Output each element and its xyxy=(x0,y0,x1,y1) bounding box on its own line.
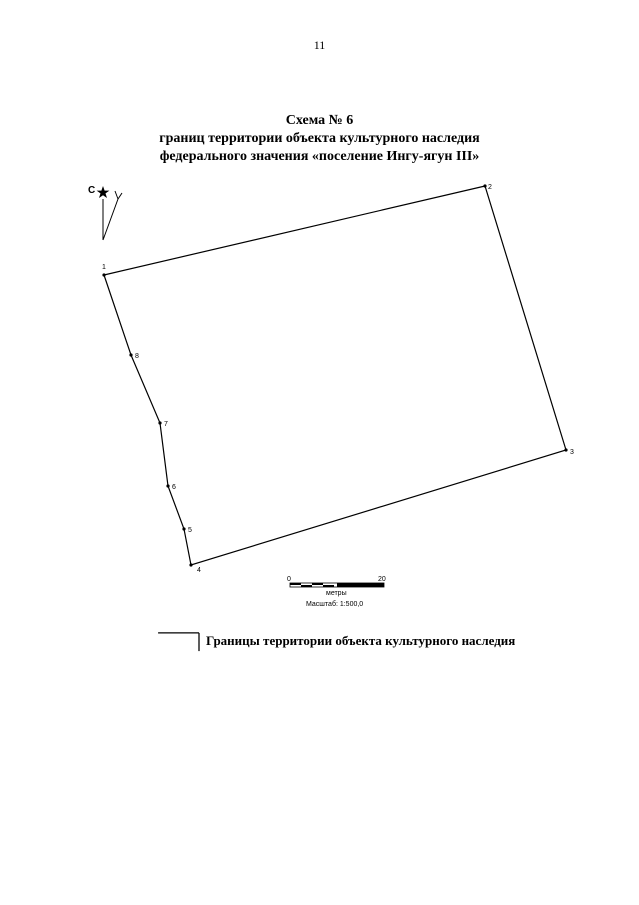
scale-segment xyxy=(301,585,312,587)
vertex-dot xyxy=(564,448,567,451)
vertex-point xyxy=(189,563,201,574)
page-number: 11 xyxy=(313,38,326,52)
title-line-1: Схема № 6 xyxy=(285,113,354,128)
title-line-2: границ территории объекта культурного наследия xyxy=(159,131,480,146)
vertex-point xyxy=(564,448,574,456)
vertex-dot xyxy=(483,184,486,187)
north-arrow-icon xyxy=(88,185,122,240)
vertex-dot xyxy=(102,273,105,276)
boundary-line xyxy=(104,186,566,565)
vertex-dot xyxy=(189,563,192,566)
scale-segment xyxy=(323,585,334,587)
scale-segment xyxy=(337,583,384,587)
vertex-label: 2 xyxy=(488,184,492,191)
scale-ratio: Масштаб: 1:500,0 xyxy=(306,601,364,608)
vertex-point xyxy=(182,527,192,534)
vertex-point xyxy=(483,184,492,191)
legend-label: Границы территории объекта культурного наследия xyxy=(206,633,516,648)
legend-line-icon xyxy=(156,632,202,652)
vertex-label: 4 xyxy=(197,567,201,574)
vertex-label: 5 xyxy=(188,527,192,534)
scale-segment xyxy=(312,583,323,585)
scale-end-label: 20 xyxy=(378,576,386,583)
vertex-point xyxy=(102,264,106,277)
scale-start-label: 0 xyxy=(287,576,291,583)
vertex-point xyxy=(158,421,168,428)
vertex-dot xyxy=(166,484,169,487)
boundary-vertices xyxy=(102,184,574,574)
vertex-label: 8 xyxy=(135,353,139,360)
vertex-point xyxy=(129,353,139,360)
vertex-label: 7 xyxy=(164,421,168,428)
vertex-label: 1 xyxy=(102,264,106,271)
north-star-icon xyxy=(97,186,110,198)
vertex-dot xyxy=(182,527,185,530)
title-line-3: федерального значения «поселение Ингу-ягун III» xyxy=(159,149,480,164)
vertex-label: 6 xyxy=(172,484,176,491)
scale-units: метры xyxy=(326,590,347,597)
vertex-dot xyxy=(158,421,161,424)
vertex-label: 3 xyxy=(570,449,574,456)
scale-segment xyxy=(290,583,301,585)
vertex-dot xyxy=(129,353,132,356)
north-letter: С xyxy=(88,185,96,196)
vertex-point xyxy=(166,484,176,491)
scale-bar xyxy=(287,576,386,608)
